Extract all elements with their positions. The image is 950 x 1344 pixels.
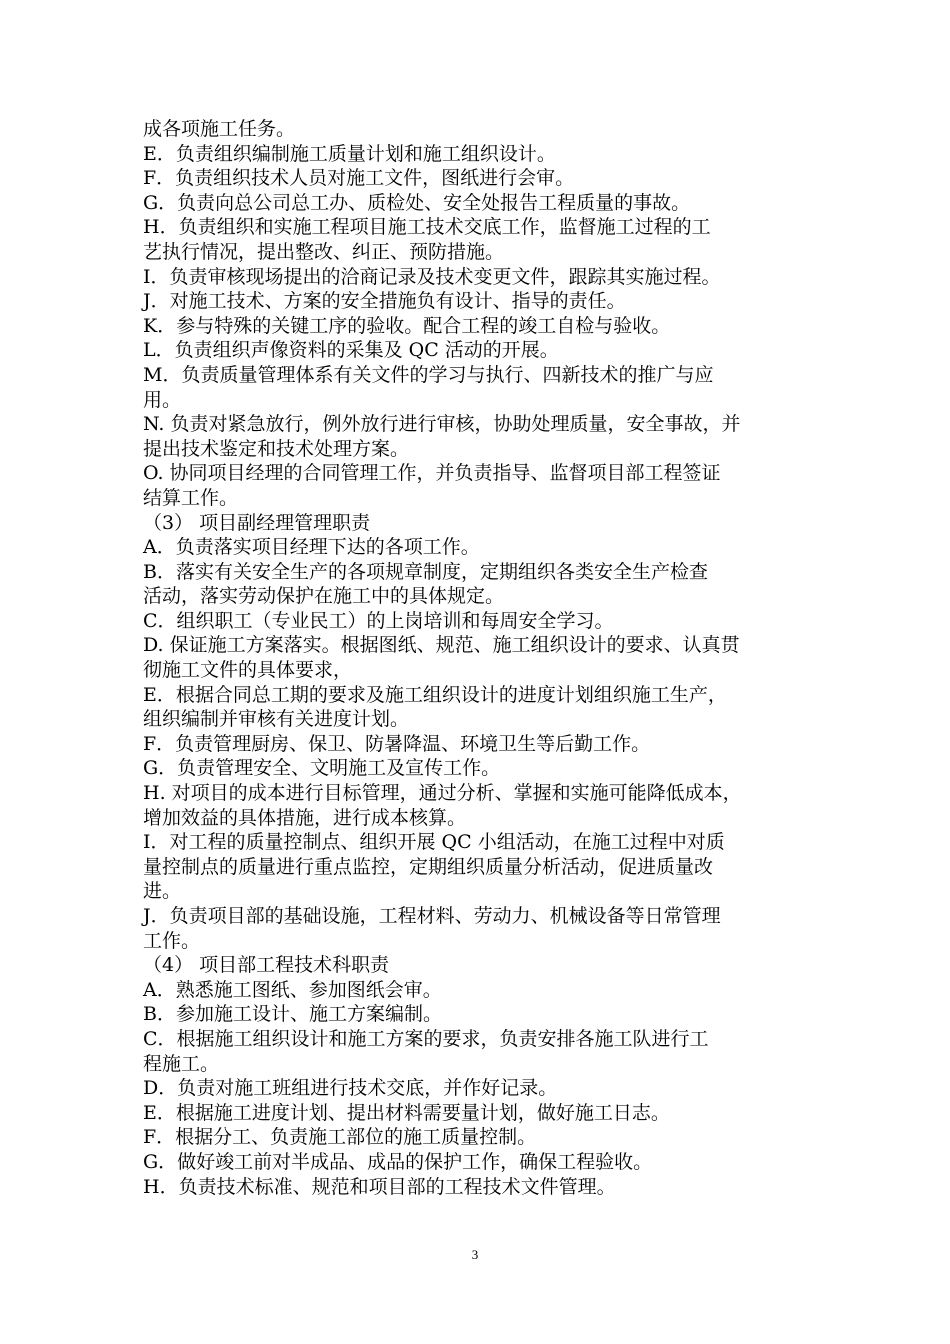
text-line: （4） 项目部工程技术科职责 [143, 954, 390, 977]
text-line: I．对工程的质量控制点、组织开展 QC 小组活动，在施工过程中对质 [143, 831, 725, 854]
text-line: N. 负责对紧急放行，例外放行进行审核，协助处理质量，安全事故，并 [143, 413, 741, 436]
text-line: 工作。 [143, 929, 201, 952]
text-line: F．根据分工、负责施工部位的施工质量控制。 [143, 1126, 537, 1149]
text-line: C．组织职工（专业民工）的上岗培训和每周安全学习。 [143, 609, 614, 632]
text-line: 彻施工文件的具体要求， [143, 659, 353, 682]
text-line: 增加效益的具体措施，进行成本核算。 [143, 806, 467, 829]
text-line: （3） 项目副经理管理职责 [143, 511, 371, 534]
text-line: E．根据合同总工期的要求及施工组织设计的进度计划组织施工生产， [143, 683, 727, 706]
text-line: 进。 [143, 880, 182, 903]
page-number: 3 [471, 1247, 479, 1262]
text-line: H．负责技术标准、规范和项目部的工程技术文件管理。 [143, 1175, 616, 1198]
text-line: E．根据施工进度计划、提出材料需要量计划，做好施工日志。 [143, 1101, 670, 1124]
text-line: J．对施工技术、方案的安全措施负有设计、指导的责任。 [143, 290, 626, 313]
text-line: 成各项施工任务。 [143, 118, 296, 140]
text-line: 活动，落实劳动保护在施工中的具体规定。 [143, 585, 505, 608]
text-line: F．负责管理厨房、保卫、防暑降温、环境卫生等后勤工作。 [143, 732, 651, 755]
text-line: J．负责项目部的基础设施，工程材料、劳动力、机械设备等日常管理 [143, 905, 721, 927]
document-body [143, 117, 823, 1199]
text-line: G．做好竣工前对半成品、成品的保护工作，确保工程验收。 [143, 1150, 653, 1173]
text-line: M．负责质量管理体系有关文件的学习与执行、四新技术的推广与应 [143, 363, 714, 386]
text-line: G．负责向总公司总工办、质检处、安全处报告工程质量的事故。 [143, 191, 691, 214]
text-line: F．负责组织技术人员对施工文件，图纸进行会审。 [143, 167, 575, 190]
text-line: 量控制点的质量进行重点监控，定期组织质量分析活动，促进质量改 [143, 855, 714, 878]
text-line: K．参与特殊的关键工序的验收。配合工程的竣工自检与验收。 [143, 314, 671, 337]
text-line: 艺执行情况，提出整改、纠正、预防措施。 [143, 240, 505, 263]
text-line: A．负责落实项目经理下达的各项工作。 [143, 536, 480, 559]
text-line: A．熟悉施工图纸、参加图纸会审。 [143, 978, 442, 1001]
text-line: 组织编制并审核有关进度计划。 [143, 708, 410, 731]
text-line: E．负责组织编制施工质量计划和施工组织设计。 [143, 142, 556, 165]
text-line: C．根据施工组织设计和施工方案的要求，负责安排各施工队进行工 [143, 1027, 709, 1050]
text-line: B．落实有关安全生产的各项规章制度，定期组织各类安全生产检查 [143, 560, 708, 583]
text-line: H．负责组织和实施工程项目施工技术交底工作，监督施工过程的工 [143, 216, 711, 239]
text-line: B．参加施工设计、施工方案编制。 [143, 1003, 442, 1026]
text-line: L．负责组织声像资料的采集及 QC 活动的开展。 [143, 339, 559, 362]
text-line: 结算工作。 [143, 486, 239, 509]
text-line: D. 保证施工方案落实。根据图纸、规范、施工组织设计的要求、认真贯 [143, 634, 740, 657]
text-line: D．负责对施工班组进行技术交底，并作好记录。 [143, 1077, 558, 1100]
text-line: O. 协同项目经理的合同管理工作，并负责指导、监督项目部工程签证 [143, 462, 721, 485]
text-line: G．负责管理安全、文明施工及宣传工作。 [143, 757, 501, 780]
text-line: H. 对项目的成本进行目标管理，通过分析、掌握和实施可能降低成本， [143, 782, 742, 805]
text-line: 用。 [143, 388, 182, 411]
text-line: 程施工。 [143, 1052, 220, 1075]
text-line: I．负责审核现场提出的洽商记录及技术变更文件，跟踪其实施过程。 [143, 265, 721, 288]
text-line: 提出技术鉴定和技术处理方案。 [143, 437, 410, 460]
